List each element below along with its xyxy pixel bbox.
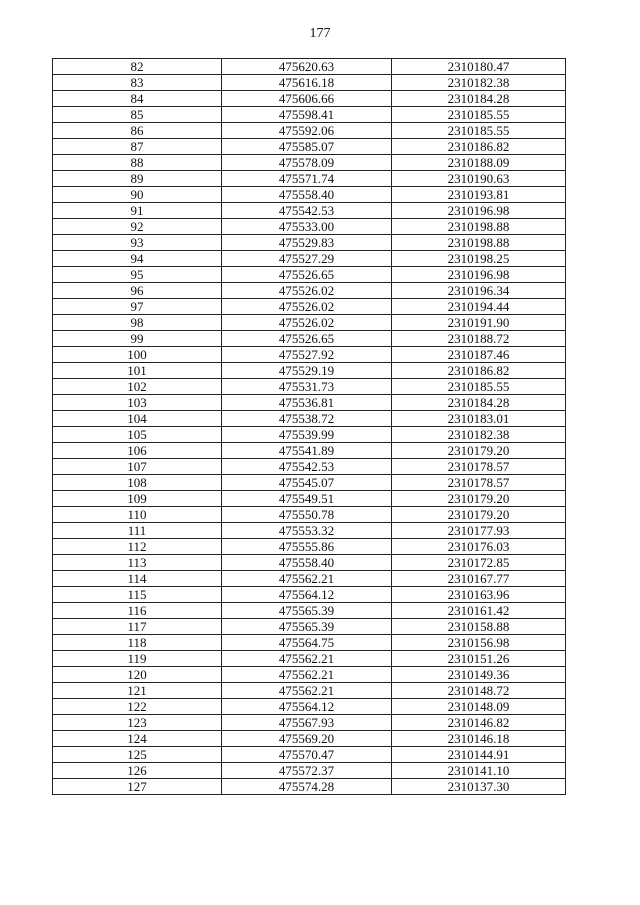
table-row [53,747,566,763]
table-row [53,363,566,379]
x-coordinate-cell: 475562.21 [222,571,392,587]
x-coordinate-cell: 475562.21 [222,667,392,683]
y-coordinate-cell: 2310178.57 [392,475,566,491]
point-number-cell: 126 [53,763,222,779]
x-coordinate-cell: 475555.86 [222,539,392,555]
table-row [53,235,566,251]
point-number-cell: 119 [53,651,222,667]
table-row [53,251,566,267]
point-number-cell: 118 [53,635,222,651]
x-coordinate-cell: 475565.39 [222,603,392,619]
page-number: 177 [309,26,331,41]
point-number-cell: 105 [53,427,222,443]
table-row [53,619,566,635]
table-row [53,571,566,587]
table-row [53,443,566,459]
y-coordinate-cell: 2310163.96 [392,587,566,603]
y-coordinate-cell: 2310185.55 [392,107,566,123]
y-coordinate-cell: 2310146.82 [392,715,566,731]
y-coordinate-cell: 2310185.55 [392,379,566,395]
table-row [53,427,566,443]
y-coordinate-cell: 2310196.98 [392,267,566,283]
table-row [53,523,566,539]
x-coordinate-cell: 475620.63 [222,59,392,75]
x-coordinate-cell: 475572.37 [222,763,392,779]
x-coordinate-cell: 475527.92 [222,347,392,363]
y-coordinate-cell: 2310187.46 [392,347,566,363]
point-number-cell: 103 [53,395,222,411]
point-number-cell: 87 [53,139,222,155]
y-coordinate-cell: 2310180.47 [392,59,566,75]
table-row [53,587,566,603]
table-row [53,715,566,731]
y-coordinate-cell: 2310183.01 [392,411,566,427]
table-row [53,203,566,219]
x-coordinate-cell: 475558.40 [222,187,392,203]
x-coordinate-cell: 475538.72 [222,411,392,427]
coordinates-table-body [53,59,566,795]
y-coordinate-cell: 2310179.20 [392,507,566,523]
y-coordinate-cell: 2310146.18 [392,731,566,747]
table-row [53,763,566,779]
table-row [53,347,566,363]
x-coordinate-cell: 475567.93 [222,715,392,731]
point-number-cell: 95 [53,267,222,283]
table-row [53,475,566,491]
table-row [53,411,566,427]
x-coordinate-cell: 475565.39 [222,619,392,635]
point-number-cell: 122 [53,699,222,715]
table-row [53,139,566,155]
y-coordinate-cell: 2310185.55 [392,123,566,139]
point-number-cell: 86 [53,123,222,139]
x-coordinate-cell: 475598.41 [222,107,392,123]
point-number-cell: 112 [53,539,222,555]
x-coordinate-cell: 475545.07 [222,475,392,491]
table-row [53,635,566,651]
y-coordinate-cell: 2310184.28 [392,395,566,411]
table-row [53,603,566,619]
y-coordinate-cell: 2310158.88 [392,619,566,635]
x-coordinate-cell: 475564.75 [222,635,392,651]
x-coordinate-cell: 475562.21 [222,683,392,699]
y-coordinate-cell: 2310141.10 [392,763,566,779]
point-number-cell: 124 [53,731,222,747]
table-row [53,107,566,123]
point-number-cell: 85 [53,107,222,123]
y-coordinate-cell: 2310177.93 [392,523,566,539]
table-row [53,539,566,555]
point-number-cell: 116 [53,603,222,619]
point-number-cell: 114 [53,571,222,587]
point-number-cell: 82 [53,59,222,75]
y-coordinate-cell: 2310196.34 [392,283,566,299]
table-row [53,59,566,75]
table-row [53,315,566,331]
y-coordinate-cell: 2310137.30 [392,779,566,795]
point-number-cell: 96 [53,283,222,299]
point-number-cell: 97 [53,299,222,315]
y-coordinate-cell: 2310176.03 [392,539,566,555]
y-coordinate-cell: 2310156.98 [392,635,566,651]
x-coordinate-cell: 475558.40 [222,555,392,571]
point-number-cell: 108 [53,475,222,491]
point-number-cell: 104 [53,411,222,427]
x-coordinate-cell: 475569.20 [222,731,392,747]
point-number-cell: 107 [53,459,222,475]
x-coordinate-cell: 475570.47 [222,747,392,763]
x-coordinate-cell: 475526.65 [222,331,392,347]
point-number-cell: 100 [53,347,222,363]
x-coordinate-cell: 475564.12 [222,699,392,715]
point-number-cell: 106 [53,443,222,459]
x-coordinate-cell: 475531.73 [222,379,392,395]
x-coordinate-cell: 475549.51 [222,491,392,507]
y-coordinate-cell: 2310179.20 [392,491,566,507]
y-coordinate-cell: 2310198.88 [392,219,566,235]
y-coordinate-cell: 2310186.82 [392,139,566,155]
x-coordinate-cell: 475529.83 [222,235,392,251]
y-coordinate-cell: 2310198.25 [392,251,566,267]
x-coordinate-cell: 475564.12 [222,587,392,603]
y-coordinate-cell: 2310179.20 [392,443,566,459]
table-row [53,555,566,571]
table-row [53,219,566,235]
x-coordinate-cell: 475562.21 [222,651,392,667]
y-coordinate-cell: 2310190.63 [392,171,566,187]
x-coordinate-cell: 475574.28 [222,779,392,795]
x-coordinate-cell: 475592.06 [222,123,392,139]
coordinates-table [52,58,566,795]
y-coordinate-cell: 2310186.82 [392,363,566,379]
y-coordinate-cell: 2310148.09 [392,699,566,715]
y-coordinate-cell: 2310167.77 [392,571,566,587]
point-number-cell: 111 [53,523,222,539]
table-row [53,299,566,315]
table-row [53,331,566,347]
table-row [53,155,566,171]
table-row [53,491,566,507]
x-coordinate-cell: 475541.89 [222,443,392,459]
y-coordinate-cell: 2310184.28 [392,91,566,107]
y-coordinate-cell: 2310151.26 [392,651,566,667]
table-row [53,651,566,667]
y-coordinate-cell: 2310196.98 [392,203,566,219]
point-number-cell: 91 [53,203,222,219]
x-coordinate-cell: 475526.65 [222,267,392,283]
point-number-cell: 123 [53,715,222,731]
table-row [53,667,566,683]
point-number-cell: 125 [53,747,222,763]
y-coordinate-cell: 2310148.72 [392,683,566,699]
point-number-cell: 84 [53,91,222,107]
y-coordinate-cell: 2310194.44 [392,299,566,315]
table-row [53,187,566,203]
table-row [53,91,566,107]
point-number-cell: 110 [53,507,222,523]
x-coordinate-cell: 475526.02 [222,315,392,331]
y-coordinate-cell: 2310188.09 [392,155,566,171]
y-coordinate-cell: 2310144.91 [392,747,566,763]
point-number-cell: 121 [53,683,222,699]
table-row [53,171,566,187]
y-coordinate-cell: 2310188.72 [392,331,566,347]
y-coordinate-cell: 2310182.38 [392,75,566,91]
point-number-cell: 99 [53,331,222,347]
x-coordinate-cell: 475571.74 [222,171,392,187]
table-row [53,459,566,475]
y-coordinate-cell: 2310149.36 [392,667,566,683]
y-coordinate-cell: 2310193.81 [392,187,566,203]
x-coordinate-cell: 475553.32 [222,523,392,539]
x-coordinate-cell: 475526.02 [222,299,392,315]
x-coordinate-cell: 475578.09 [222,155,392,171]
x-coordinate-cell: 475526.02 [222,283,392,299]
point-number-cell: 109 [53,491,222,507]
y-coordinate-cell: 2310172.85 [392,555,566,571]
point-number-cell: 113 [53,555,222,571]
table-row [53,395,566,411]
table-row [53,779,566,795]
x-coordinate-cell: 475536.81 [222,395,392,411]
table-row [53,731,566,747]
point-number-cell: 127 [53,779,222,795]
point-number-cell: 115 [53,587,222,603]
table-row [53,683,566,699]
point-number-cell: 98 [53,315,222,331]
point-number-cell: 101 [53,363,222,379]
y-coordinate-cell: 2310191.90 [392,315,566,331]
y-coordinate-cell: 2310198.88 [392,235,566,251]
x-coordinate-cell: 475606.66 [222,91,392,107]
x-coordinate-cell: 475550.78 [222,507,392,523]
x-coordinate-cell: 475542.53 [222,459,392,475]
table-row [53,123,566,139]
x-coordinate-cell: 475585.07 [222,139,392,155]
x-coordinate-cell: 475616.18 [222,75,392,91]
point-number-cell: 117 [53,619,222,635]
x-coordinate-cell: 475539.99 [222,427,392,443]
point-number-cell: 94 [53,251,222,267]
x-coordinate-cell: 475542.53 [222,203,392,219]
table-row [53,379,566,395]
point-number-cell: 90 [53,187,222,203]
point-number-cell: 120 [53,667,222,683]
table-row [53,267,566,283]
table-row [53,75,566,91]
point-number-cell: 83 [53,75,222,91]
y-coordinate-cell: 2310182.38 [392,427,566,443]
y-coordinate-cell: 2310161.42 [392,603,566,619]
x-coordinate-cell: 475529.19 [222,363,392,379]
x-coordinate-cell: 475527.29 [222,251,392,267]
point-number-cell: 93 [53,235,222,251]
table-row [53,283,566,299]
point-number-cell: 92 [53,219,222,235]
point-number-cell: 89 [53,171,222,187]
x-coordinate-cell: 475533.00 [222,219,392,235]
point-number-cell: 88 [53,155,222,171]
point-number-cell: 102 [53,379,222,395]
table-row [53,699,566,715]
table-row [53,507,566,523]
y-coordinate-cell: 2310178.57 [392,459,566,475]
